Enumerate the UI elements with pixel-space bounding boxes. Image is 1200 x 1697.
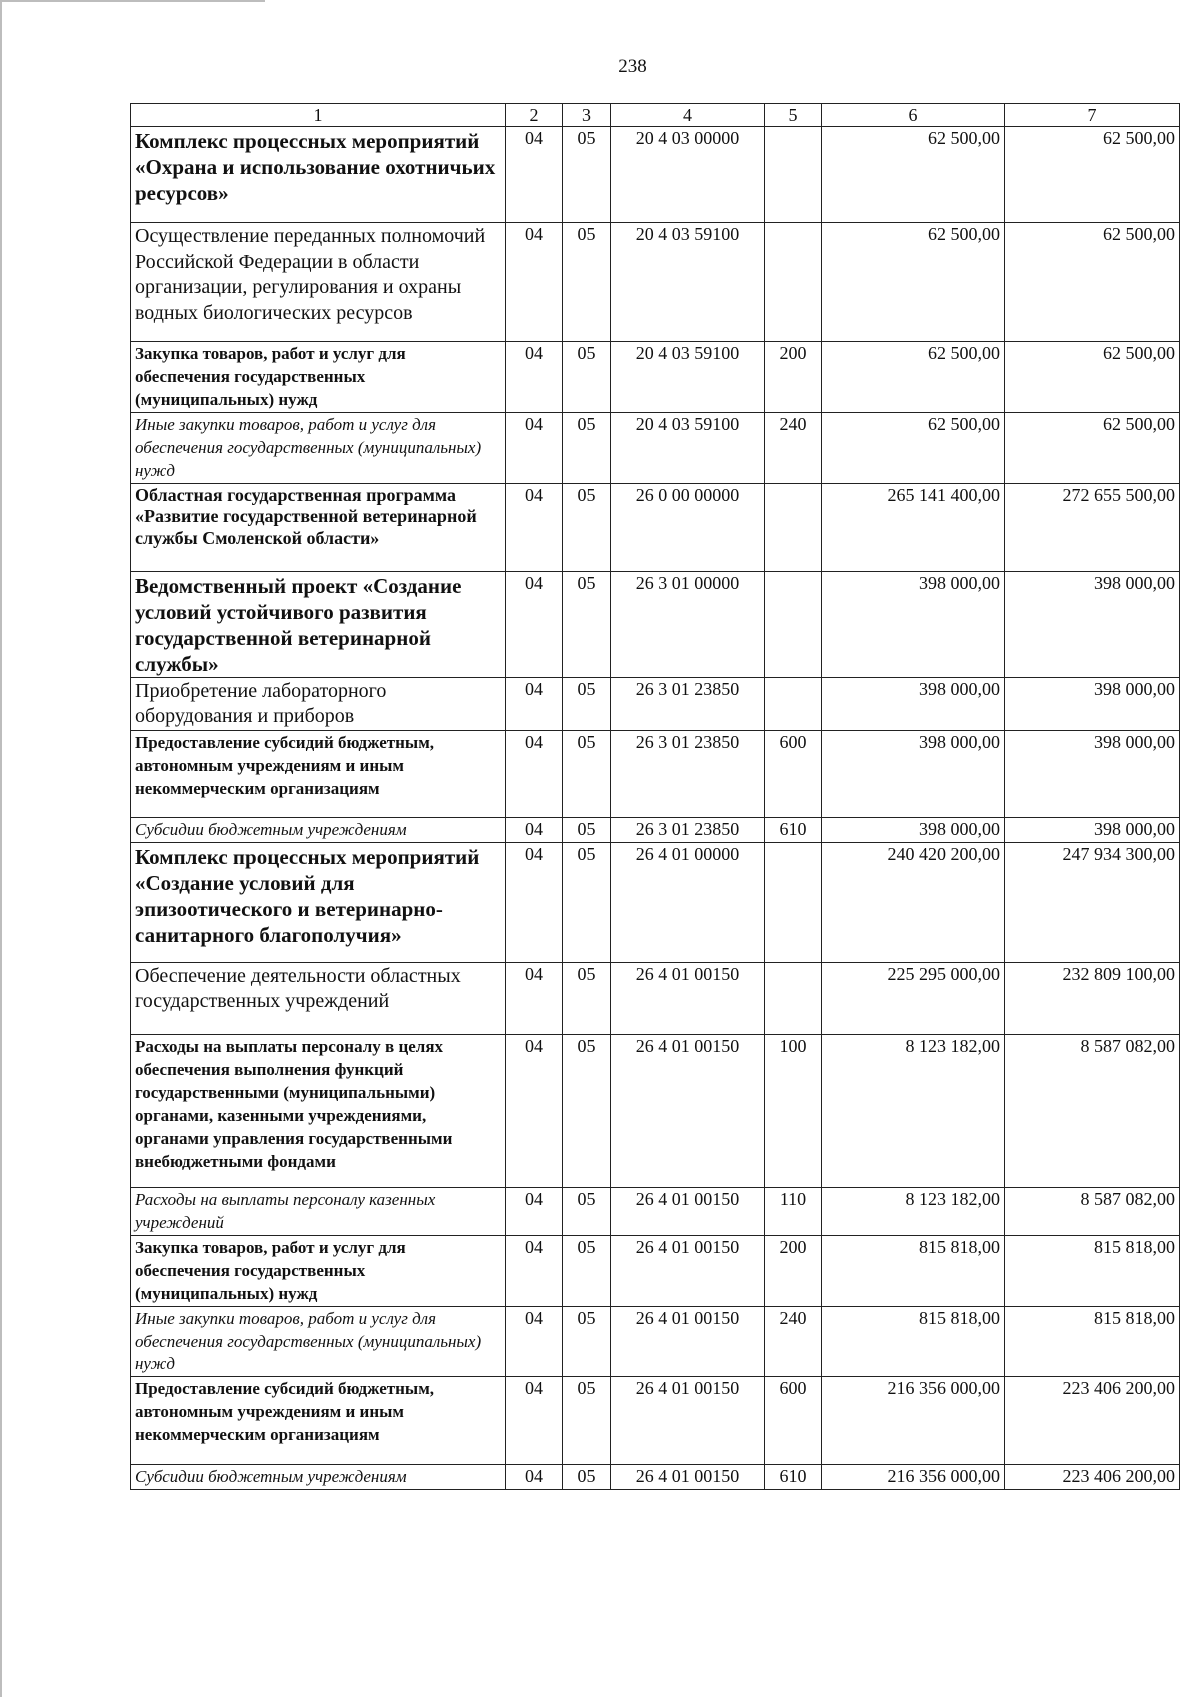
table-header-row [131,104,1180,127]
row-amount-year1: 225 295 000,00 [822,962,1005,1034]
row-amount-year1: 62 500,00 [822,342,1005,413]
row-section: 04 [506,730,563,817]
row-subsection: 05 [563,412,611,483]
row-subsection: 05 [563,1235,611,1306]
row-name: Приобретение лабораторного оборудования и приборов [131,677,506,730]
row-target-code: 26 4 01 00150 [611,1465,765,1490]
table-row [131,342,1180,413]
row-expense-type [765,127,822,223]
row-expense-type: 240 [765,412,822,483]
row-expense-type: 200 [765,1235,822,1306]
row-expense-type [765,842,822,962]
row-target-code: 26 4 01 00150 [611,1034,765,1187]
row-target-code: 26 3 01 00000 [611,571,765,677]
row-subsection: 05 [563,1187,611,1235]
header-col-1: 1 [131,104,506,127]
row-amount-year1: 62 500,00 [822,127,1005,223]
row-subsection: 05 [563,962,611,1034]
row-name: Областная государственная программа «Развитие государственной ветеринарной службы Смоленской области» [131,483,506,571]
row-target-code: 26 4 01 00150 [611,1235,765,1306]
table-row [131,1187,1180,1235]
row-section: 04 [506,842,563,962]
row-name: Субсидии бюджетным учреждениям [131,1465,506,1490]
row-amount-year1: 815 818,00 [822,1306,1005,1377]
row-target-code: 26 4 01 00150 [611,1187,765,1235]
row-subsection: 05 [563,1465,611,1490]
row-amount-year1: 8 123 182,00 [822,1187,1005,1235]
row-name: Осуществление переданных полномочий Российской Федерации в области организации, регулирования и охраны водных биологических ресурсов [131,223,506,342]
row-expense-type [765,962,822,1034]
row-name: Иные закупки товаров, работ и услуг для обеспечения государственных (муниципальных) нужд [131,412,506,483]
row-amount-year1: 8 123 182,00 [822,1034,1005,1187]
header-col-4: 4 [611,104,765,127]
row-subsection: 05 [563,1306,611,1377]
row-amount-year2: 815 818,00 [1005,1235,1180,1306]
row-expense-type: 200 [765,342,822,413]
row-subsection: 05 [563,730,611,817]
row-amount-year1: 62 500,00 [822,412,1005,483]
table-row [131,483,1180,571]
row-amount-year1: 398 000,00 [822,730,1005,817]
row-name: Предоставление субсидий бюджетным, автономным учреждениям и иным некоммерческим организациям [131,730,506,817]
row-target-code: 26 3 01 23850 [611,730,765,817]
row-target-code: 26 4 01 00150 [611,962,765,1034]
row-target-code: 20 4 03 00000 [611,127,765,223]
table-row [131,962,1180,1034]
row-name: Иные закупки товаров, работ и услуг для обеспечения государственных (муниципальных) нужд [131,1306,506,1377]
row-name: Расходы на выплаты персоналу в целях обеспечения выполнения функций государственными (муниципальными) органами, казенными учреждениями, органами управления государственными внебюджетными фондами [131,1034,506,1187]
row-target-code: 26 4 01 00150 [611,1377,765,1465]
table-row [131,571,1180,677]
row-subsection: 05 [563,127,611,223]
table-row [131,1377,1180,1465]
row-target-code: 26 3 01 23850 [611,817,765,842]
row-amount-year2: 232 809 100,00 [1005,962,1180,1034]
row-expense-type: 610 [765,1465,822,1490]
row-expense-type [765,677,822,730]
row-amount-year1: 815 818,00 [822,1235,1005,1306]
row-amount-year2: 272 655 500,00 [1005,483,1180,571]
row-section: 04 [506,223,563,342]
budget-table [130,103,1180,1490]
row-amount-year1: 398 000,00 [822,677,1005,730]
row-subsection: 05 [563,1377,611,1465]
row-section: 04 [506,571,563,677]
row-amount-year2: 8 587 082,00 [1005,1034,1180,1187]
scan-edge-top [0,0,265,2]
row-amount-year1: 62 500,00 [822,223,1005,342]
row-subsection: 05 [563,571,611,677]
row-section: 04 [506,412,563,483]
table-row [131,1465,1180,1490]
row-expense-type: 610 [765,817,822,842]
row-amount-year1: 398 000,00 [822,571,1005,677]
row-name: Расходы на выплаты персоналу казенных учреждений [131,1187,506,1235]
row-amount-year2: 62 500,00 [1005,412,1180,483]
row-amount-year2: 398 000,00 [1005,677,1180,730]
row-amount-year2: 223 406 200,00 [1005,1377,1180,1465]
row-name: Закупка товаров, работ и услуг для обеспечения государственных (муниципальных) нужд [131,1235,506,1306]
row-section: 04 [506,817,563,842]
row-name: Комплекс процессных мероприятий «Охрана и использование охотничьих ресурсов» [131,127,506,223]
row-target-code: 20 4 03 59100 [611,412,765,483]
row-name: Комплекс процессных мероприятий «Создание условий для эпизоотического и ветеринарно-санитарного благополучия» [131,842,506,962]
scan-edge-left [0,0,2,1697]
row-target-code: 20 4 03 59100 [611,223,765,342]
row-section: 04 [506,962,563,1034]
header-col-2: 2 [506,104,563,127]
header-col-5: 5 [765,104,822,127]
row-amount-year1: 216 356 000,00 [822,1377,1005,1465]
row-section: 04 [506,677,563,730]
row-expense-type [765,223,822,342]
row-expense-type [765,483,822,571]
row-section: 04 [506,483,563,571]
row-subsection: 05 [563,223,611,342]
header-col-7: 7 [1005,104,1180,127]
table-row [131,677,1180,730]
row-subsection: 05 [563,842,611,962]
row-subsection: 05 [563,342,611,413]
table-row [131,842,1180,962]
row-amount-year2: 398 000,00 [1005,571,1180,677]
page-number: 238 [618,56,647,77]
row-section: 04 [506,1377,563,1465]
header-col-6: 6 [822,104,1005,127]
row-expense-type: 240 [765,1306,822,1377]
row-amount-year2: 62 500,00 [1005,342,1180,413]
row-section: 04 [506,342,563,413]
row-name: Субсидии бюджетным учреждениям [131,817,506,842]
row-amount-year2: 247 934 300,00 [1005,842,1180,962]
row-expense-type [765,571,822,677]
row-amount-year2: 223 406 200,00 [1005,1465,1180,1490]
row-amount-year1: 398 000,00 [822,817,1005,842]
row-amount-year2: 62 500,00 [1005,223,1180,342]
table-row [131,817,1180,842]
row-target-code: 26 4 01 00000 [611,842,765,962]
row-section: 04 [506,1235,563,1306]
row-amount-year1: 216 356 000,00 [822,1465,1005,1490]
table-row [131,1235,1180,1306]
row-section: 04 [506,1034,563,1187]
row-amount-year2: 815 818,00 [1005,1306,1180,1377]
row-name: Предоставление субсидий бюджетным, автономным учреждениям и иным некоммерческим организациям [131,1377,506,1465]
row-expense-type: 600 [765,730,822,817]
row-amount-year1: 265 141 400,00 [822,483,1005,571]
row-target-code: 26 4 01 00150 [611,1306,765,1377]
row-name: Обеспечение деятельности областных государственных учреждений [131,962,506,1034]
row-section: 04 [506,1465,563,1490]
row-expense-type: 100 [765,1034,822,1187]
table-row [131,1306,1180,1377]
table-row [131,127,1180,223]
row-amount-year2: 398 000,00 [1005,730,1180,817]
row-target-code: 26 0 00 00000 [611,483,765,571]
row-name: Ведомственный проект «Создание условий устойчивого развития государственной ветеринарной службы» [131,571,506,677]
row-amount-year2: 398 000,00 [1005,817,1180,842]
row-section: 04 [506,127,563,223]
row-expense-type: 600 [765,1377,822,1465]
row-section: 04 [506,1306,563,1377]
header-col-3: 3 [563,104,611,127]
table-row [131,730,1180,817]
row-name: Закупка товаров, работ и услуг для обеспечения государственных (муниципальных) нужд [131,342,506,413]
row-subsection: 05 [563,483,611,571]
row-amount-year1: 240 420 200,00 [822,842,1005,962]
row-target-code: 20 4 03 59100 [611,342,765,413]
table-row [131,223,1180,342]
row-amount-year2: 8 587 082,00 [1005,1187,1180,1235]
table-row [131,412,1180,483]
row-subsection: 05 [563,817,611,842]
row-expense-type: 110 [765,1187,822,1235]
table-row [131,1034,1180,1187]
row-subsection: 05 [563,1034,611,1187]
row-section: 04 [506,1187,563,1235]
row-subsection: 05 [563,677,611,730]
row-target-code: 26 3 01 23850 [611,677,765,730]
row-amount-year2: 62 500,00 [1005,127,1180,223]
